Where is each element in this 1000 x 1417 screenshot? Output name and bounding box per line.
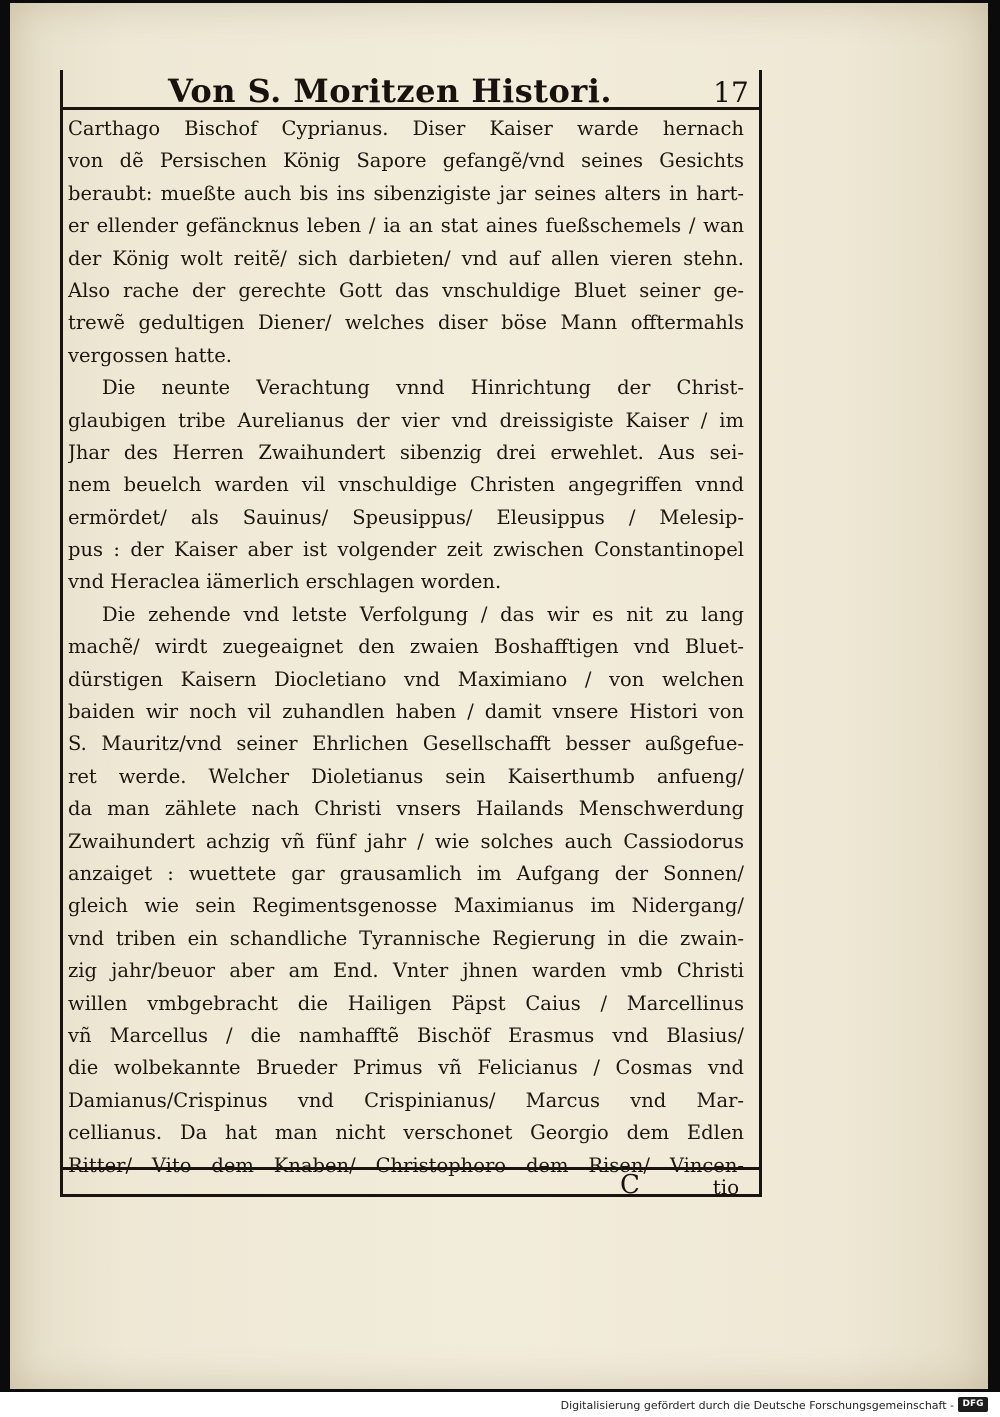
text-line: ermördet/ als Sauinus/ Speusippus/ Eleusippus / Melesip- [68,505,744,529]
text-line: vñ Marcellus / die namhafftẽ Bischöf Erasmus vnd Blasius/ [68,1023,744,1047]
text-line: vergossen hatte. [68,343,233,367]
dfg-logo-text: DFG [962,1399,984,1409]
page-number: 17 [713,76,749,109]
text-line: beraubt: mueßte auch bis ins sibenzigiste jar seines alters in hart- [68,181,744,205]
text-line: Zwaihundert achzig vñ fünf jahr / wie solches auch Cassiodorus [68,829,744,853]
running-header-title: Von S. Moritzen Histori. [167,72,613,110]
text-line: nem beuelch warden vil vnschuldige Christen angegriffen vnnd [68,473,744,497]
text-line: Damianus/Crispinus vnd Crispinianus/ Marcus vnd Mar- [68,1088,744,1112]
signature-mark: C [620,1170,640,1200]
text-line: willen vmbgebracht die Hailigen Päpst Caius / Marcellinus [68,991,744,1015]
text-line: er ellender gefäncknus leben / ia an stat aines fueßschemels / wan [68,214,744,238]
dfg-logo-icon [958,1397,988,1412]
text-line: zig jahr/beuor aber am End. Vnter jhnen warden vmb Christi [68,959,744,983]
funding-credit: Digitalisierung gefördert durch die Deutsche Forschungsgemeinschaft - [560,1399,954,1412]
text-line: pus : der Kaiser aber ist volgender zeit zwischen Constantinopel [68,538,744,562]
text-line: Carthago Bischof Cyprianus. Diser Kaiser warde hernach [68,117,744,140]
text-line: anzaiget : wuettete gar grausamlich im Aufgang der Sonnen/ [68,861,744,885]
text-line: Die zehende vnd letste Verfolgung / das wir es nit zu lang [102,602,744,626]
text-line: von dẽ Persischen König Sapore gefangẽ/vnd seines Gesichts [68,149,744,173]
text-line: Ritter/ Vito dem Knaben/ Christophoro dem Risen/ Vincen- [68,1153,744,1177]
text-line: gleich wie sein Regimentsgenosse Maximianus im Nidergang/ [68,894,744,918]
text-line: Also rache der gerechte Gott das vnschuldige Bluet seiner ge- [68,278,744,302]
catchword: tio [712,1175,740,1199]
text-line: die wolbekannte Brueder Primus vñ Felicianus / Cosmas vnd [68,1056,744,1080]
text-line: glaubigen tribe Aurelianus der vier vnd dreissigiste Kaiser / im [68,408,744,432]
text-line: ret werde. Welcher Dioletianus sein Kaiserthumb anfueng/ [68,764,744,788]
text-body [68,113,744,1182]
text-line: Jhar des Herren Zwaihundert sibenzig drei erwehlet. Aus sei- [68,440,744,464]
text-line: vnd Heraclea iämerlich erschlagen worden. [68,570,502,594]
text-line: Die neunte Verachtung vnnd Hinrichtung der Christ- [102,376,744,400]
text-line: S. Mauritz/vnd seiner Ehrlichen Gesellschafft besser außgefue- [68,732,744,756]
text-line: der König wolt reitẽ/ sich darbieten/ vnd auf allen vieren stehn. [68,246,744,270]
text-line: cellianus. Da hat man nicht verschonet Georgio dem Edlen [68,1121,744,1145]
text-line: vnd triben ein schandliche Tyrannische Regierung in die zwain- [68,926,744,950]
text-line: trewẽ gedultigen Diener/ welches diser böse Mann offtermahls [68,311,744,335]
text-line: baiden wir noch vil zuhandlen haben / damit vnsere Histori von [68,700,744,724]
text-line: machẽ/ wirdt zuegeaignet den zwaien Boshafftigen vnd Bluet- [68,635,744,659]
text-line: da man zählete nach Christi vnsers Hailands Menschwerdung [68,797,744,821]
text-line: dürstigen Kaisern Diocletiano vnd Maximiano / von welchen [68,667,744,691]
